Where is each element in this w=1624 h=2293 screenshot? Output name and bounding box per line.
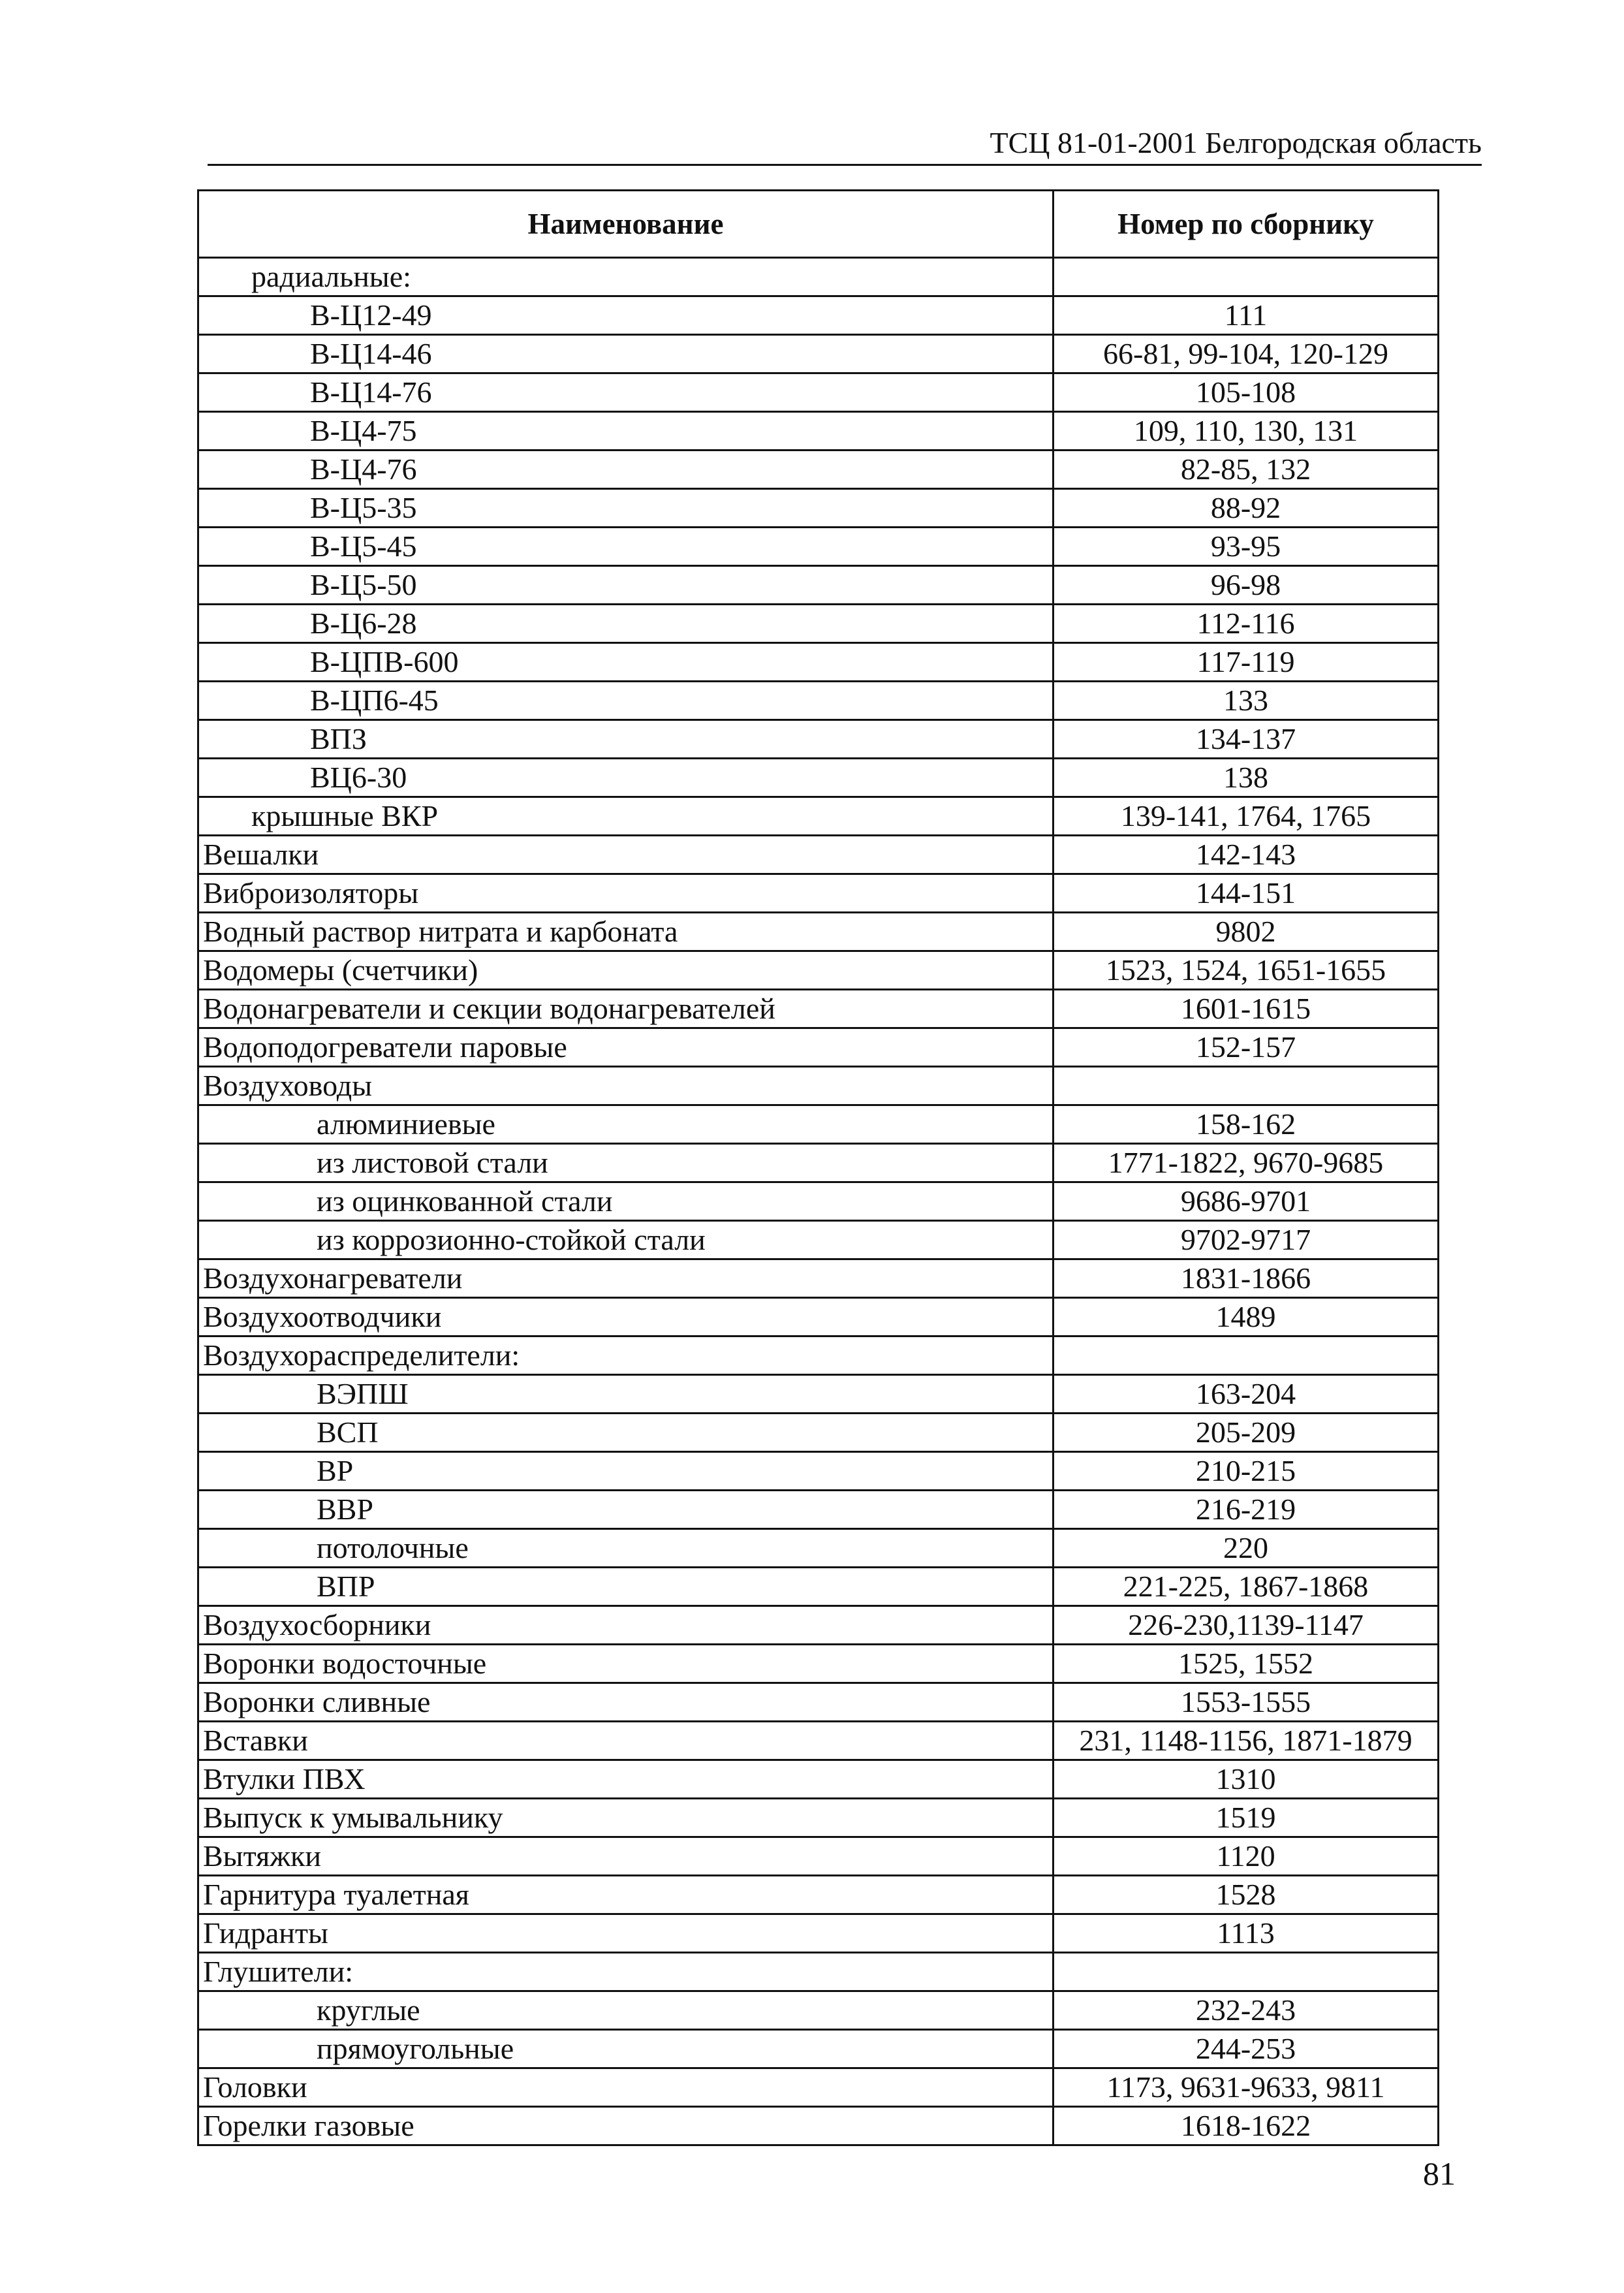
table-row — [198, 951, 1439, 990]
item-name-cell: В-ЦП6-45 — [198, 682, 1054, 720]
table-row — [198, 1760, 1439, 1799]
item-number-cell: 9802 — [1054, 913, 1439, 951]
item-name-cell: ВВР — [198, 1491, 1054, 1529]
item-number-cell: 1601-1615 — [1054, 990, 1439, 1028]
table-row — [198, 1067, 1439, 1105]
item-number-cell: 244-253 — [1054, 2030, 1439, 2068]
item-name-cell: Глушители: — [198, 1953, 1054, 1991]
table-row — [198, 1105, 1439, 1144]
table-row — [198, 1336, 1439, 1375]
item-name-cell: Водонагреватели и секции водонагревателей — [198, 990, 1054, 1028]
item-name-cell: Виброизоляторы — [198, 874, 1054, 913]
table-row — [198, 1991, 1439, 2030]
item-number-cell — [1054, 1953, 1439, 1991]
item-number-cell: 144-151 — [1054, 874, 1439, 913]
item-name-cell: ВЦ6-30 — [198, 759, 1054, 797]
item-number-cell: 1771-1822, 9670-9685 — [1054, 1144, 1439, 1182]
table-row — [198, 990, 1439, 1028]
item-name-cell: потолочные — [198, 1529, 1054, 1568]
table-row — [198, 412, 1439, 451]
table-row — [198, 1799, 1439, 1837]
item-number-cell: 1519 — [1054, 1799, 1439, 1837]
table-row — [198, 528, 1439, 566]
item-name-cell: В-Ц14-76 — [198, 373, 1054, 412]
item-number-cell — [1054, 1067, 1439, 1105]
item-name-cell: Головки — [198, 2068, 1054, 2107]
table-row — [198, 1529, 1439, 1568]
item-name-cell: Гидранты — [198, 1914, 1054, 1953]
item-number-cell: 1618-1622 — [1054, 2107, 1439, 2145]
column-header-name: Наименование — [198, 191, 1054, 258]
item-number-cell: 93-95 — [1054, 528, 1439, 566]
index-table — [197, 189, 1439, 2146]
item-number-cell: 163-204 — [1054, 1375, 1439, 1414]
page-header — [208, 121, 1482, 166]
item-number-cell: 138 — [1054, 759, 1439, 797]
table-row — [198, 1028, 1439, 1067]
item-name-cell: Воздухосборники — [198, 1606, 1054, 1645]
table-row — [198, 1914, 1439, 1953]
item-number-cell: 152-157 — [1054, 1028, 1439, 1067]
table-row — [198, 913, 1439, 951]
item-number-cell: 133 — [1054, 682, 1439, 720]
item-name-cell: Водомеры (счетчики) — [198, 951, 1054, 990]
item-number-cell: 9686-9701 — [1054, 1182, 1439, 1221]
item-name-cell: В-Ц5-35 — [198, 489, 1054, 528]
table-row — [198, 2107, 1439, 2145]
item-number-cell: 9702-9717 — [1054, 1221, 1439, 1259]
item-number-cell: 82-85, 132 — [1054, 451, 1439, 489]
item-number-cell: 1173, 9631-9633, 9811 — [1054, 2068, 1439, 2107]
table-row — [198, 836, 1439, 874]
table-row — [198, 1837, 1439, 1876]
item-name-cell: В-Ц5-50 — [198, 566, 1054, 605]
table-row — [198, 682, 1439, 720]
item-number-cell: 142-143 — [1054, 836, 1439, 874]
table-row — [198, 335, 1439, 373]
item-number-cell: 231, 1148-1156, 1871-1879 — [1054, 1722, 1439, 1760]
item-number-cell: 1553-1555 — [1054, 1683, 1439, 1722]
item-number-cell: 112-116 — [1054, 605, 1439, 643]
item-number-cell: 66-81, 99-104, 120-129 — [1054, 335, 1439, 373]
table-row — [198, 1645, 1439, 1683]
item-name-cell: Воронки водосточные — [198, 1645, 1054, 1683]
item-name-cell: круглые — [198, 1991, 1054, 2030]
item-number-cell: 111 — [1054, 296, 1439, 335]
table-row — [198, 1491, 1439, 1529]
item-number-cell: 221-225, 1867-1868 — [1054, 1568, 1439, 1606]
item-name-cell: ВПР — [198, 1568, 1054, 1606]
table-row — [198, 1683, 1439, 1722]
item-name-cell: В-Ц4-75 — [198, 412, 1054, 451]
item-name-cell: Воздуховоды — [198, 1067, 1054, 1105]
table-row — [198, 1414, 1439, 1452]
table-row — [198, 373, 1439, 412]
table-row — [198, 2068, 1439, 2107]
table-row — [198, 1953, 1439, 1991]
item-number-cell: 205-209 — [1054, 1414, 1439, 1452]
item-number-cell: 117-119 — [1054, 643, 1439, 682]
item-number-cell: 1489 — [1054, 1298, 1439, 1336]
item-name-cell: из листовой стали — [198, 1144, 1054, 1182]
item-name-cell: прямоугольные — [198, 2030, 1054, 2068]
table-row — [198, 1876, 1439, 1914]
item-name-cell: ВР — [198, 1452, 1054, 1491]
item-number-cell — [1054, 258, 1439, 296]
item-name-cell: Гарнитура туалетная — [198, 1876, 1054, 1914]
item-name-cell: В-Ц14-46 — [198, 335, 1054, 373]
table-row — [198, 296, 1439, 335]
item-name-cell: алюминиевые — [198, 1105, 1054, 1144]
item-number-cell: 226-230,1139-1147 — [1054, 1606, 1439, 1645]
item-number-cell: 96-98 — [1054, 566, 1439, 605]
table-row — [198, 1606, 1439, 1645]
item-name-cell: Воздухоотводчики — [198, 1298, 1054, 1336]
table-row — [198, 759, 1439, 797]
item-number-cell — [1054, 1336, 1439, 1375]
item-name-cell: Водоподогреватели паровые — [198, 1028, 1054, 1067]
item-name-cell: крышные ВКР — [198, 797, 1054, 836]
table-row — [198, 643, 1439, 682]
item-name-cell: Вешалки — [198, 836, 1054, 874]
table-row — [198, 489, 1439, 528]
item-name-cell: из коррозионно-стойкой стали — [198, 1221, 1054, 1259]
column-header-number: Номер по сборнику — [1054, 191, 1439, 258]
item-name-cell: радиальные: — [198, 258, 1054, 296]
item-name-cell: В-Ц5-45 — [198, 528, 1054, 566]
table-row — [198, 451, 1439, 489]
item-name-cell: из оцинкованной стали — [198, 1182, 1054, 1221]
table-row — [198, 566, 1439, 605]
table-row — [198, 1568, 1439, 1606]
item-name-cell: Воронки сливные — [198, 1683, 1054, 1722]
table-row — [198, 1182, 1439, 1221]
item-number-cell: 139-141, 1764, 1765 — [1054, 797, 1439, 836]
item-number-cell: 1525, 1552 — [1054, 1645, 1439, 1683]
item-name-cell: В-Ц4-76 — [198, 451, 1054, 489]
table-row — [198, 258, 1439, 296]
item-number-cell: 105-108 — [1054, 373, 1439, 412]
page-number: 81 — [1423, 2155, 1456, 2192]
item-name-cell: Вытяжки — [198, 1837, 1054, 1876]
item-number-cell: 210-215 — [1054, 1452, 1439, 1491]
table-row — [198, 2030, 1439, 2068]
table-header-row — [198, 191, 1439, 258]
item-name-cell: ВПЗ — [198, 720, 1054, 759]
item-name-cell: ВЭПШ — [198, 1375, 1054, 1414]
item-name-cell: В-Ц12-49 — [198, 296, 1054, 335]
item-number-cell: 1528 — [1054, 1876, 1439, 1914]
item-number-cell: 1831-1866 — [1054, 1259, 1439, 1298]
table-row — [198, 1452, 1439, 1491]
item-number-cell: 232-243 — [1054, 1991, 1439, 2030]
item-number-cell: 1523, 1524, 1651-1655 — [1054, 951, 1439, 990]
item-number-cell: 1120 — [1054, 1837, 1439, 1876]
item-number-cell: 216-219 — [1054, 1491, 1439, 1529]
table-row — [198, 797, 1439, 836]
item-number-cell: 220 — [1054, 1529, 1439, 1568]
item-name-cell: Втулки ПВХ — [198, 1760, 1054, 1799]
table-row — [198, 1259, 1439, 1298]
item-number-cell: 1113 — [1054, 1914, 1439, 1953]
item-name-cell: Воздухонагреватели — [198, 1259, 1054, 1298]
table-row — [198, 1375, 1439, 1414]
document-title: ТСЦ 81-01-2001 Белгородская область — [990, 126, 1482, 159]
table-row — [198, 720, 1439, 759]
table-row — [198, 1722, 1439, 1760]
item-name-cell: В-ЦПВ-600 — [198, 643, 1054, 682]
item-name-cell: В-Ц6-28 — [198, 605, 1054, 643]
table-row — [198, 1221, 1439, 1259]
item-number-cell: 134-137 — [1054, 720, 1439, 759]
item-number-cell: 88-92 — [1054, 489, 1439, 528]
item-name-cell: ВСП — [198, 1414, 1054, 1452]
item-number-cell: 109, 110, 130, 131 — [1054, 412, 1439, 451]
index-table-container — [197, 189, 1437, 2146]
item-name-cell: Воздухораспределители: — [198, 1336, 1054, 1375]
item-name-cell: Водный раствор нитрата и карбоната — [198, 913, 1054, 951]
table-row — [198, 874, 1439, 913]
item-name-cell: Горелки газовые — [198, 2107, 1054, 2145]
item-number-cell: 1310 — [1054, 1760, 1439, 1799]
table-row — [198, 1298, 1439, 1336]
item-name-cell: Выпуск к умывальнику — [198, 1799, 1054, 1837]
table-body — [198, 258, 1439, 2145]
item-number-cell: 158-162 — [1054, 1105, 1439, 1144]
table-row — [198, 1144, 1439, 1182]
item-name-cell: Вставки — [198, 1722, 1054, 1760]
table-row — [198, 605, 1439, 643]
